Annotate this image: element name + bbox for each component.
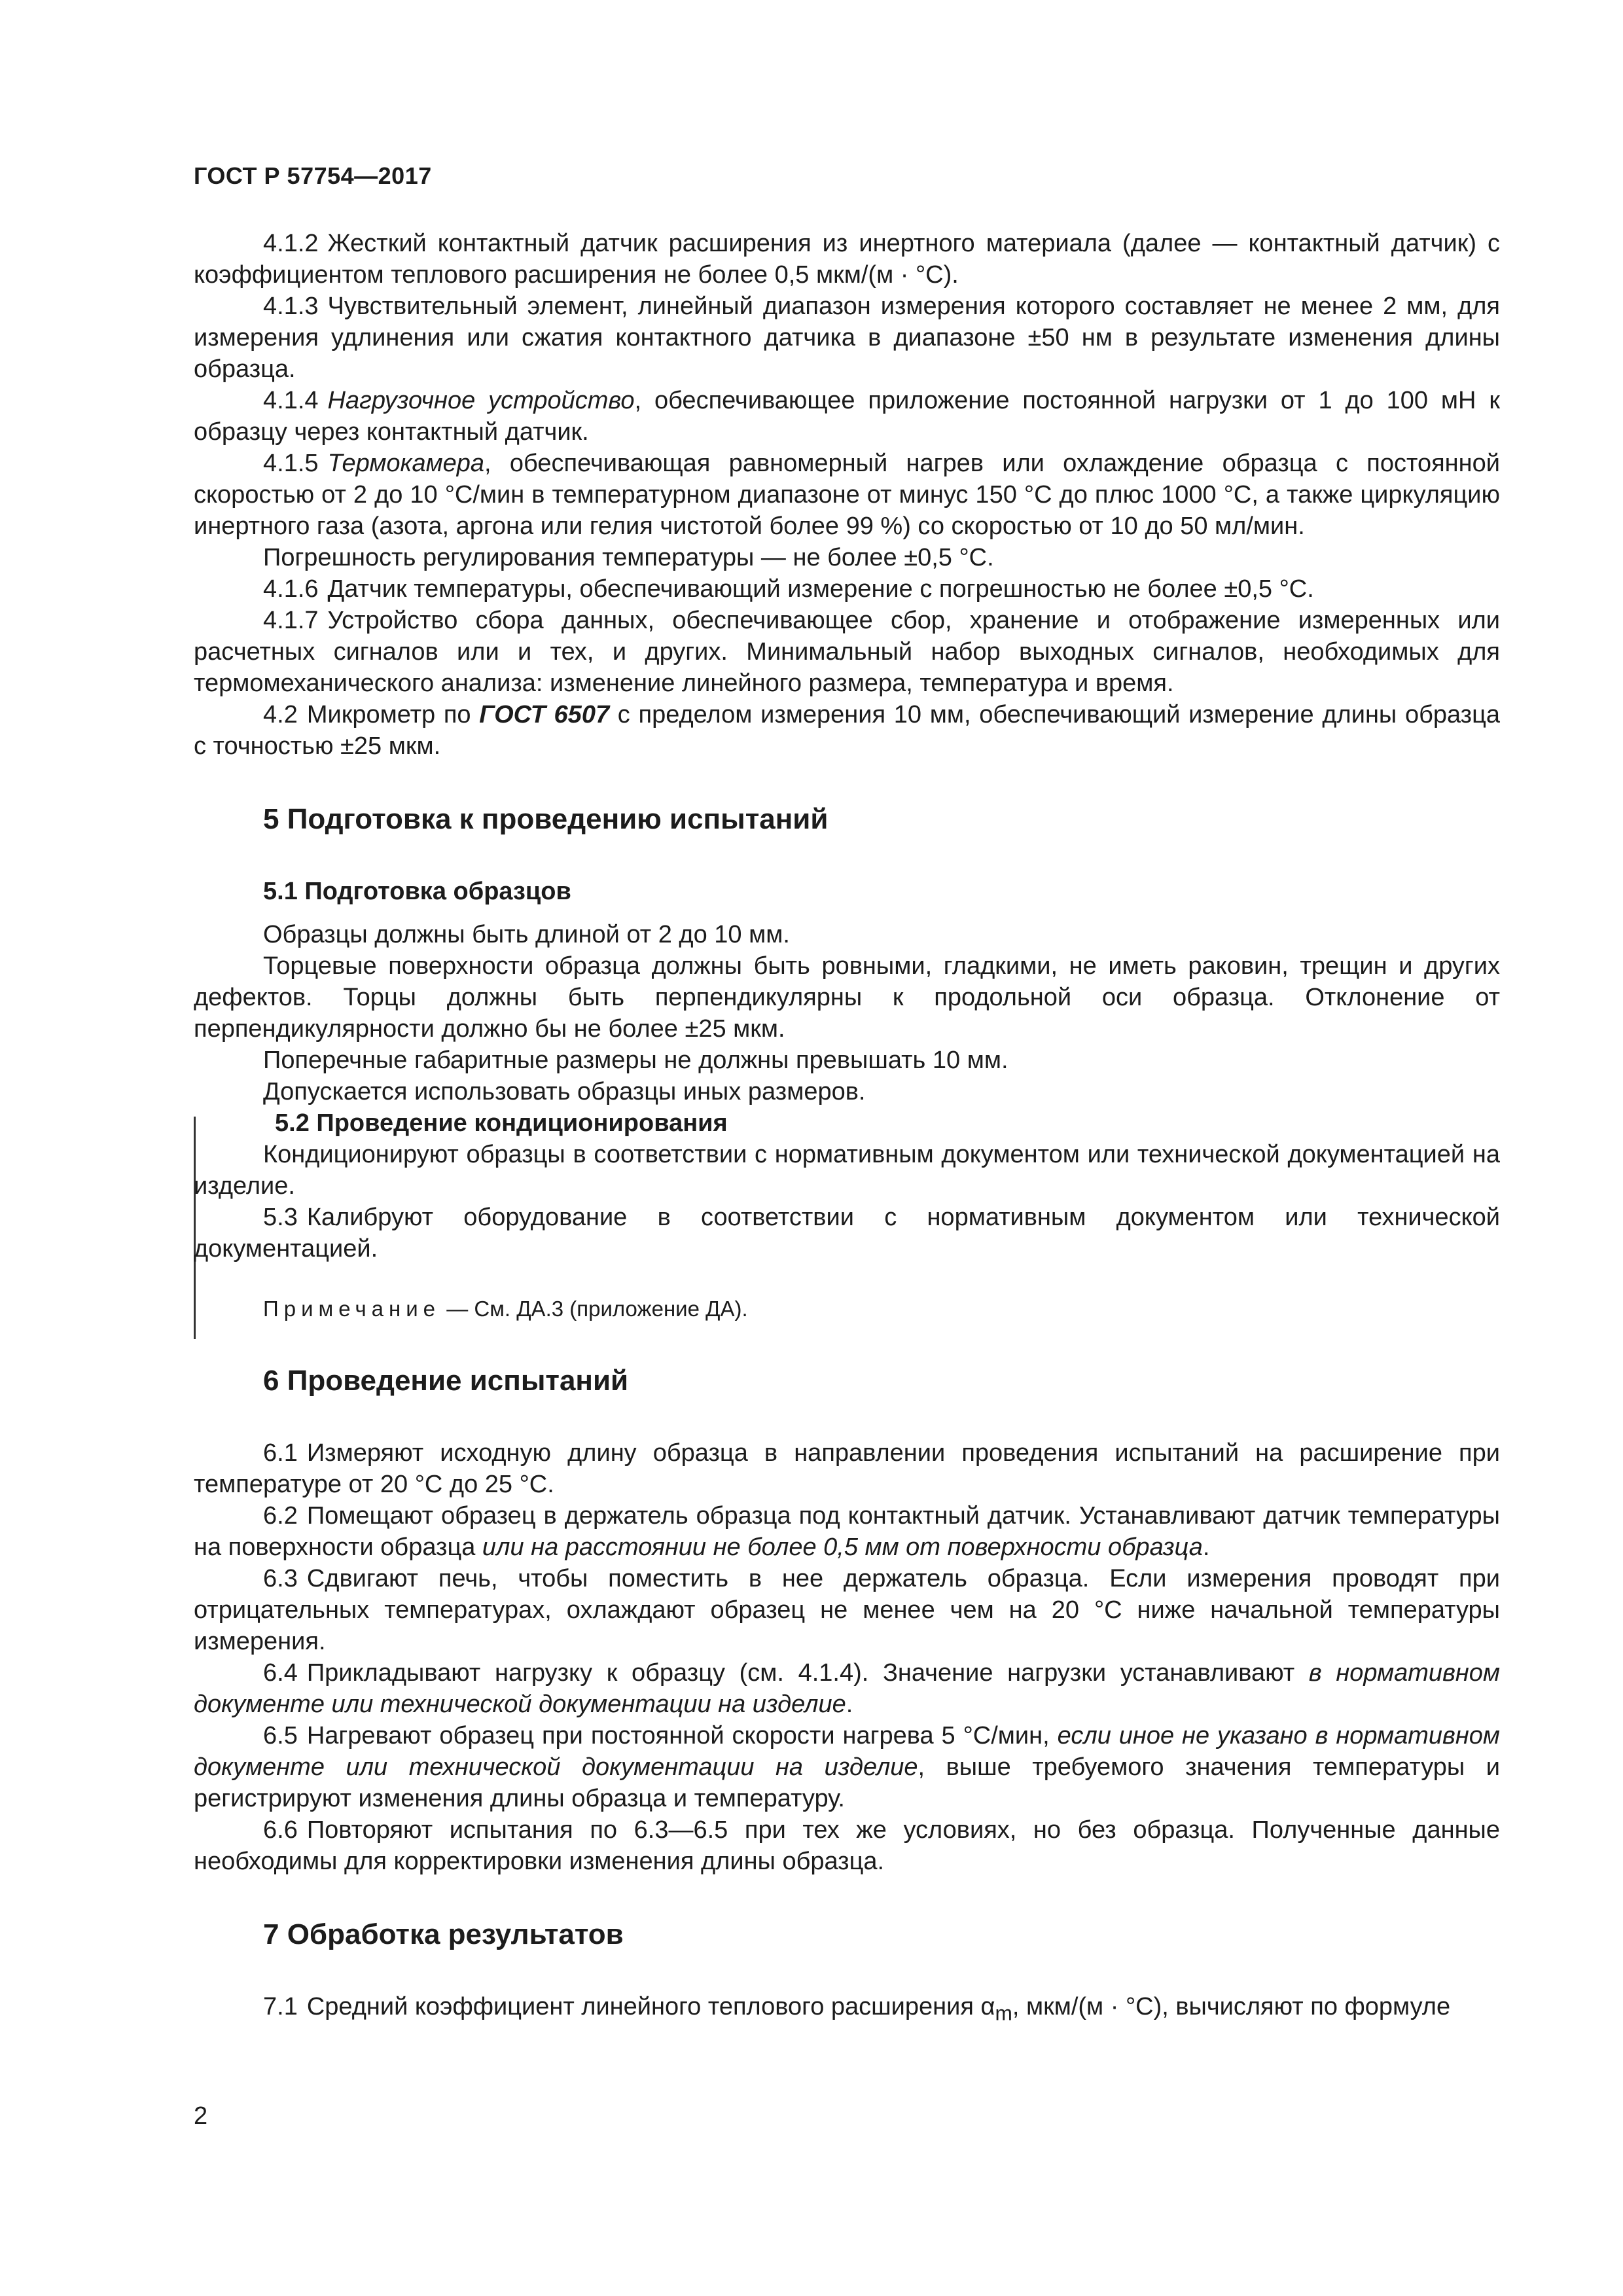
paragraph-6-3 <box>194 1563 1500 1657</box>
term-italic: Термокамера <box>327 450 485 477</box>
paragraph-4-1-6 <box>194 573 1500 605</box>
paragraph-4-1-5-tolerance: Погрешность регулирования температуры — не более ±0,5 °С. <box>263 544 994 571</box>
paragraph-6-2: 6.2 Помещают образец в держатель образца под контактный датчик. Устанавливают датчик температуры на поверхности образца или на расстоянии не более 0,5 мм от поверхности образца. <box>194 1502 1500 1561</box>
page-number: 2 <box>194 2102 208 2130</box>
paragraph-4-1-7 <box>194 605 1500 699</box>
clause-number: 6.3 <box>263 1565 298 1592</box>
clause-number: 6.4 <box>263 1659 298 1687</box>
paragraph-6-5: 6.5 Нагревают образец при постоянной скорости нагрева 5 °С/мин, если иное не указано в нормативном документе или технической документации на изделие, выше требуемого значения температуры и регистрируют изменения длины образца и температуру. <box>194 1722 1500 1812</box>
clause-number: 4.1.7 <box>263 607 319 634</box>
clause-number: 6.5 <box>263 1722 298 1749</box>
clause-number: 6.2 <box>263 1502 298 1530</box>
clause-number: 6.1 <box>263 1439 298 1467</box>
paragraph-4-1-4 <box>194 385 1500 448</box>
document-body <box>194 228 1500 2029</box>
document-header: ГОСТ Р 57754—2017 <box>194 162 432 189</box>
clause-text: Чувствительный элемент, линейный диапазон измерения которого составляет не менее 2 мм, для измерения удлинения или сжатия контактного датчика в диапазоне ±50 нм в результате изменения длины образца. <box>194 293 1500 383</box>
clause-number: 7.1 <box>263 1993 298 2020</box>
paragraph-5-1-a: Образцы должны быть длиной от 2 до 10 мм. <box>263 921 790 948</box>
paragraph-4-1-5 <box>194 448 1500 542</box>
clause-text: Жесткий контактный датчик расширения из инертного материала (далее — контактный датчик) с коэффициентом теплового расширения не более 0,5 мкм/(м · °С). <box>194 230 1500 289</box>
paragraph-4-1-2 <box>194 228 1500 291</box>
subsection-5-2-heading: 5.2 Проведение кондиционирования <box>275 1109 728 1137</box>
paragraph-5-1-b: Торцевые поверхности образца должны быть ровными, гладкими, не иметь раковин, трещин и других дефектов. Торцы должны быть перпендикулярны к продольной оси образца. Отклонение от перпендикулярности должно бы не более ±25 мкм. <box>194 952 1500 1043</box>
paragraph-6-4: 6.4 Прикладывают нагрузку к образцу (см. 4.1.4). Значение нагрузки устанавливают в нормативном документе или технической документации на изделие. <box>194 1659 1500 1718</box>
clause-text: Измеряют исходную длину образца в направлении проведения испытаний на расширение при температуре от 20 °С до 25 °С. <box>194 1439 1500 1498</box>
clause-number: 4.1.2 <box>263 230 319 257</box>
clause-number: 4.1.5 <box>263 450 319 477</box>
paragraph-7-1: 7.1 Средний коэффициент линейного теплового расширения $\alpha_m$, мкм/(м · °С), вычисляют по формуле <box>263 1993 1451 2025</box>
clause-text: Калибруют оборудование в соответствии с нормативным документом или технической документацией. <box>194 1204 1500 1263</box>
clause-number: 4.1.4 <box>263 387 319 414</box>
clause-text: Устройство сбора данных, обеспечивающее сбор, хранение и отображение измеренных или расчетных сигналов или и тех, и других. Минимальный набор выходных сигналов, необходимых для термомеханического анализа: изменение линейного размера, температура и время. <box>194 607 1500 697</box>
subsection-5-1-heading: 5.1 Подготовка образцов <box>263 878 571 905</box>
paragraph-5-3 <box>194 1202 1500 1265</box>
standard-reference: ГОСТ 6507 <box>479 701 610 728</box>
alpha-subscript: m <box>995 2001 1012 2025</box>
clause-text: Сдвигают печь, чтобы поместить в нее держатель образца. Если измерения проводят при отрицательных температурах, охлаждают образец не менее чем на 20 °С ниже начальной температуры измерения. <box>194 1565 1500 1655</box>
section-6-heading: 6 Проведение испытаний <box>263 1365 629 1397</box>
clause-text: Повторяют испытания по 6.3—6.5 при тех же условиях, но без образца. Полученные данные необходимы для корректировки изменения длины образца. <box>194 1816 1500 1875</box>
clause-text: Датчик температуры, обеспечивающий измерение с погрешностью не более ±0,5 °С. <box>327 575 1314 603</box>
clause-text: , обеспечивающее приложение постоянной нагрузки от 1 до 100 мН к образцу через контактный датчик. <box>194 387 1500 446</box>
term-italic: Нагрузочное устройство <box>327 387 635 414</box>
note <box>263 1295 1500 1323</box>
section-5-heading: 5 Подготовка к проведению испытаний <box>263 803 829 835</box>
paragraph-4-2: 4.2 Микрометр по ГОСТ 6507 с пределом измерения 10 мм, обеспечивающий измерение длины образца с точностью ±25 мкм. <box>194 701 1501 760</box>
clause-number: 4.1.6 <box>263 575 319 603</box>
clause-number: 4.1.3 <box>263 293 319 320</box>
clause-text: , обеспечивающая равномерный нагрев или охлаждение образца с постоянной скоростью от 2 до 10 °С/мин в температурном диапазоне от минус 150 °С до плюс 1000 °С, а также циркуляцию инертного газа (азота, аргона или гелия чистотой более 99 %) со скоростью от 10 до 50 мл/мин. <box>194 450 1500 540</box>
alpha-symbol: α <box>980 1993 995 2020</box>
clause-number: 5.3 <box>263 1204 298 1231</box>
paragraph-5-1-d: Допускается использовать образцы иных размеров. <box>263 1078 866 1105</box>
note-text: — См. ДА.3 (приложение ДА). <box>446 1297 748 1321</box>
paragraph-5-1-c: Поперечные габаритные размеры не должны превышать 10 мм. <box>263 1047 1008 1074</box>
note-label: Примечание <box>263 1297 441 1321</box>
paragraph-6-6 <box>194 1814 1500 1877</box>
section-7-heading: 7 Обработка результатов <box>263 1918 624 1950</box>
paragraph-6-1 <box>194 1437 1500 1500</box>
clause-number: 4.2 <box>263 701 298 728</box>
paragraph-5-2: Кондиционируют образцы в соответствии с нормативным документом или технической документацией на изделие. <box>194 1141 1500 1200</box>
paragraph-4-1-3 <box>194 291 1500 385</box>
clause-number: 6.6 <box>263 1816 298 1844</box>
